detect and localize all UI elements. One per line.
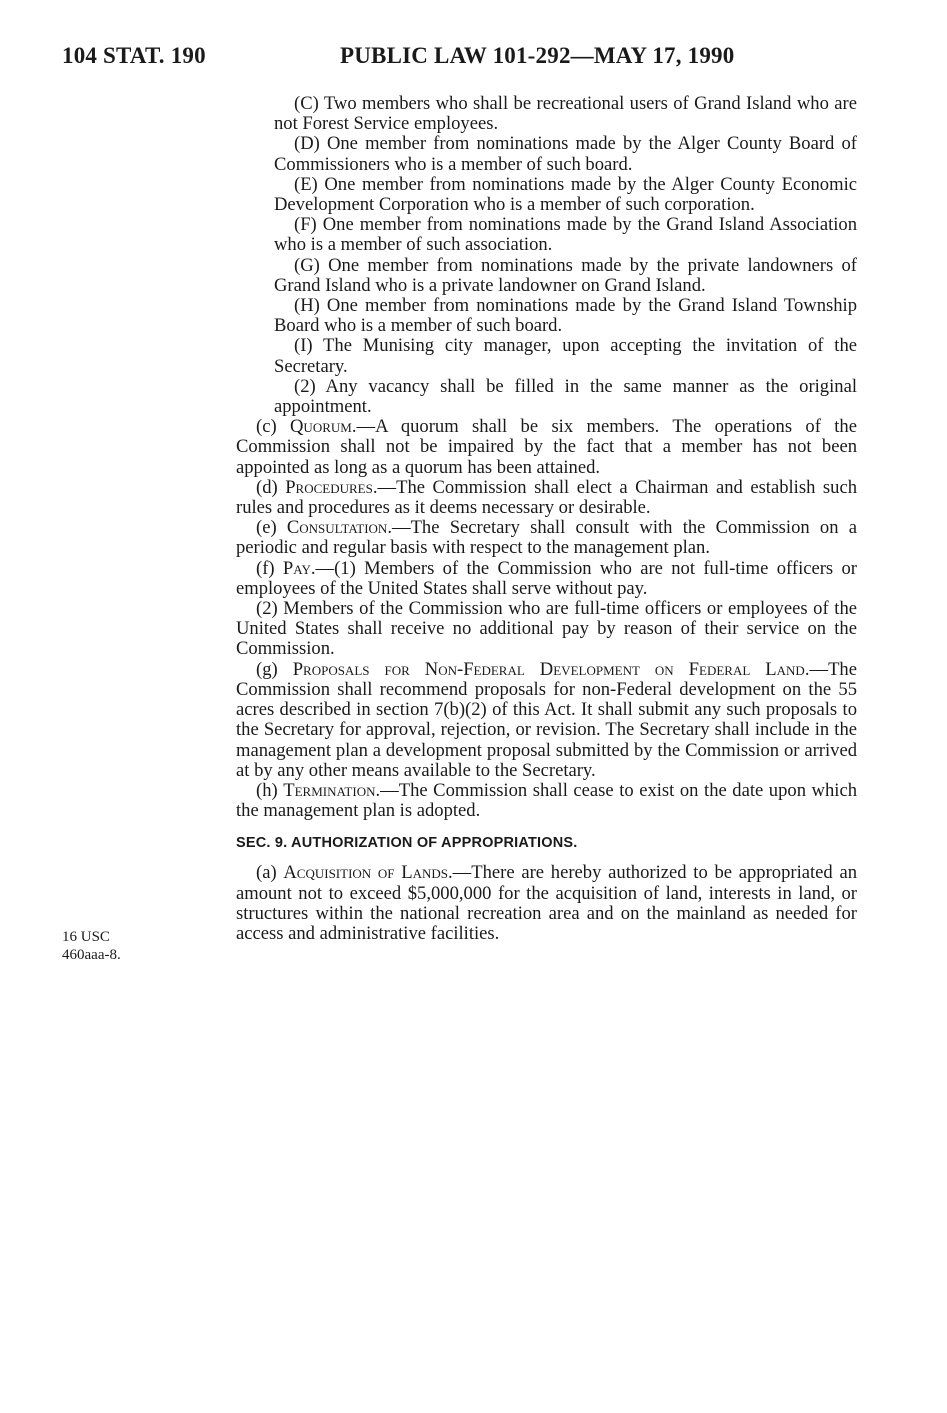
- procedures-heading: Procedures.: [285, 476, 378, 498]
- acquisition-heading: Acquisition of Lands.: [283, 862, 453, 884]
- paragraph-2-vacancy: (2) Any vacancy shall be filled in the same manner as the original appointment.: [274, 375, 857, 418]
- paragraph-quorum: [236, 417, 857, 478]
- paragraph-acquisition: [236, 863, 857, 944]
- stat-page-number: 104 STAT. 190: [62, 43, 206, 68]
- proposals-label: (g): [256, 658, 293, 680]
- termination-text: —The Commission shall cease to exist on the date upon which the management plan is adopted.: [236, 779, 857, 822]
- quorum-text: —A quorum shall be six members. The operations of the Commission shall not be impaired by the fact that a member has not been appointed as long as a quorum has been attained.: [236, 416, 857, 478]
- paragraph-f: (F) One member from nominations made by the Grand Island Association who is a member of such association.: [274, 214, 857, 256]
- acquisition-label: (a): [256, 862, 284, 884]
- consultation-text: —The Secretary shall consult with the Commission on a periodic and regular basis with respect to the management plan.: [236, 517, 857, 559]
- usc-line-2: 460aaa-8.: [62, 947, 121, 963]
- document-body: [236, 94, 857, 944]
- paragraph-pay-2: (2) Members of the Commission who are full-time officers or employees of the United States shall receive no additional pay by reason of their service on the Commission.: [236, 598, 857, 660]
- pay-text: —(1) Members of the Commission who are not full-time officers or employees of the United States shall serve without pay.: [236, 557, 857, 599]
- consultation-label: (e): [256, 517, 287, 539]
- paragraph-e: (E) One member from nominations made by the Alger County Economic Development Corporation who is a member of such corporation.: [274, 173, 857, 216]
- paragraph-h: (H) One member from nominations made by the Grand Island Township Board who is a member of such board.: [274, 295, 857, 337]
- pay-heading: Pay.: [282, 557, 316, 579]
- law-title: PUBLIC LAW 101-292—MAY 17, 1990: [340, 43, 735, 68]
- procedures-label: (d): [256, 476, 286, 498]
- paragraph-consultation: [236, 518, 857, 558]
- paragraph-proposals: [236, 660, 857, 781]
- procedures-text: —The Commission shall elect a Chairman and establish such rules and procedures as it deems necessary or desirable.: [236, 476, 857, 519]
- termination-heading: Termination.: [283, 779, 381, 801]
- proposals-text: —The Commission shall recommend proposals for non-Federal development on the 55 acres described in section 7(b)(2) of this Act. It shall submit any such proposals to the Secretary for approval, rejection, or revision. The Secretary shall include in the management plan a development proposal submitted by the Commission or arrived at by any other means available to the Secretary.: [236, 658, 857, 781]
- paragraph-c: (C) Two members who shall be recreational users of Grand Island who are not Forest Service employees.: [274, 93, 857, 135]
- quorum-heading: Quorum.: [290, 416, 357, 438]
- paragraph-d: (D) One member from nominations made by the Alger County Board of Commissioners who is a member of such board.: [274, 133, 857, 175]
- acquisition-text: —There are hereby authorized to be appropriated an amount not to exceed $5,000,000 for the acquisition of land, interests in land, or structures within the national recreation area and on the mainland as needed for access and administrative facilities.: [236, 862, 857, 944]
- paragraph-g: (G) One member from nominations made by the private landowners of Grand Island who is a private landowner on Grand Island.: [274, 254, 857, 296]
- consultation-heading: Consultation.: [286, 517, 392, 539]
- paragraph-procedures: [236, 478, 857, 518]
- usc-margin-note: [62, 928, 182, 964]
- usc-line-1: 16 USC: [62, 929, 110, 945]
- section-9-heading: SEC. 9. AUTHORIZATION OF APPROPRIATIONS.: [236, 835, 578, 852]
- paragraph-pay: [236, 559, 857, 599]
- pay-label: (f): [256, 557, 283, 579]
- termination-label: (h): [256, 779, 284, 801]
- paragraph-termination: [236, 781, 857, 821]
- paragraph-i: (I) The Munising city manager, upon accepting the invitation of the Secretary.: [274, 335, 857, 377]
- quorum-label: (c): [256, 416, 290, 438]
- proposals-heading: Proposals for Non-Federal Development on Federal Land.: [292, 658, 810, 680]
